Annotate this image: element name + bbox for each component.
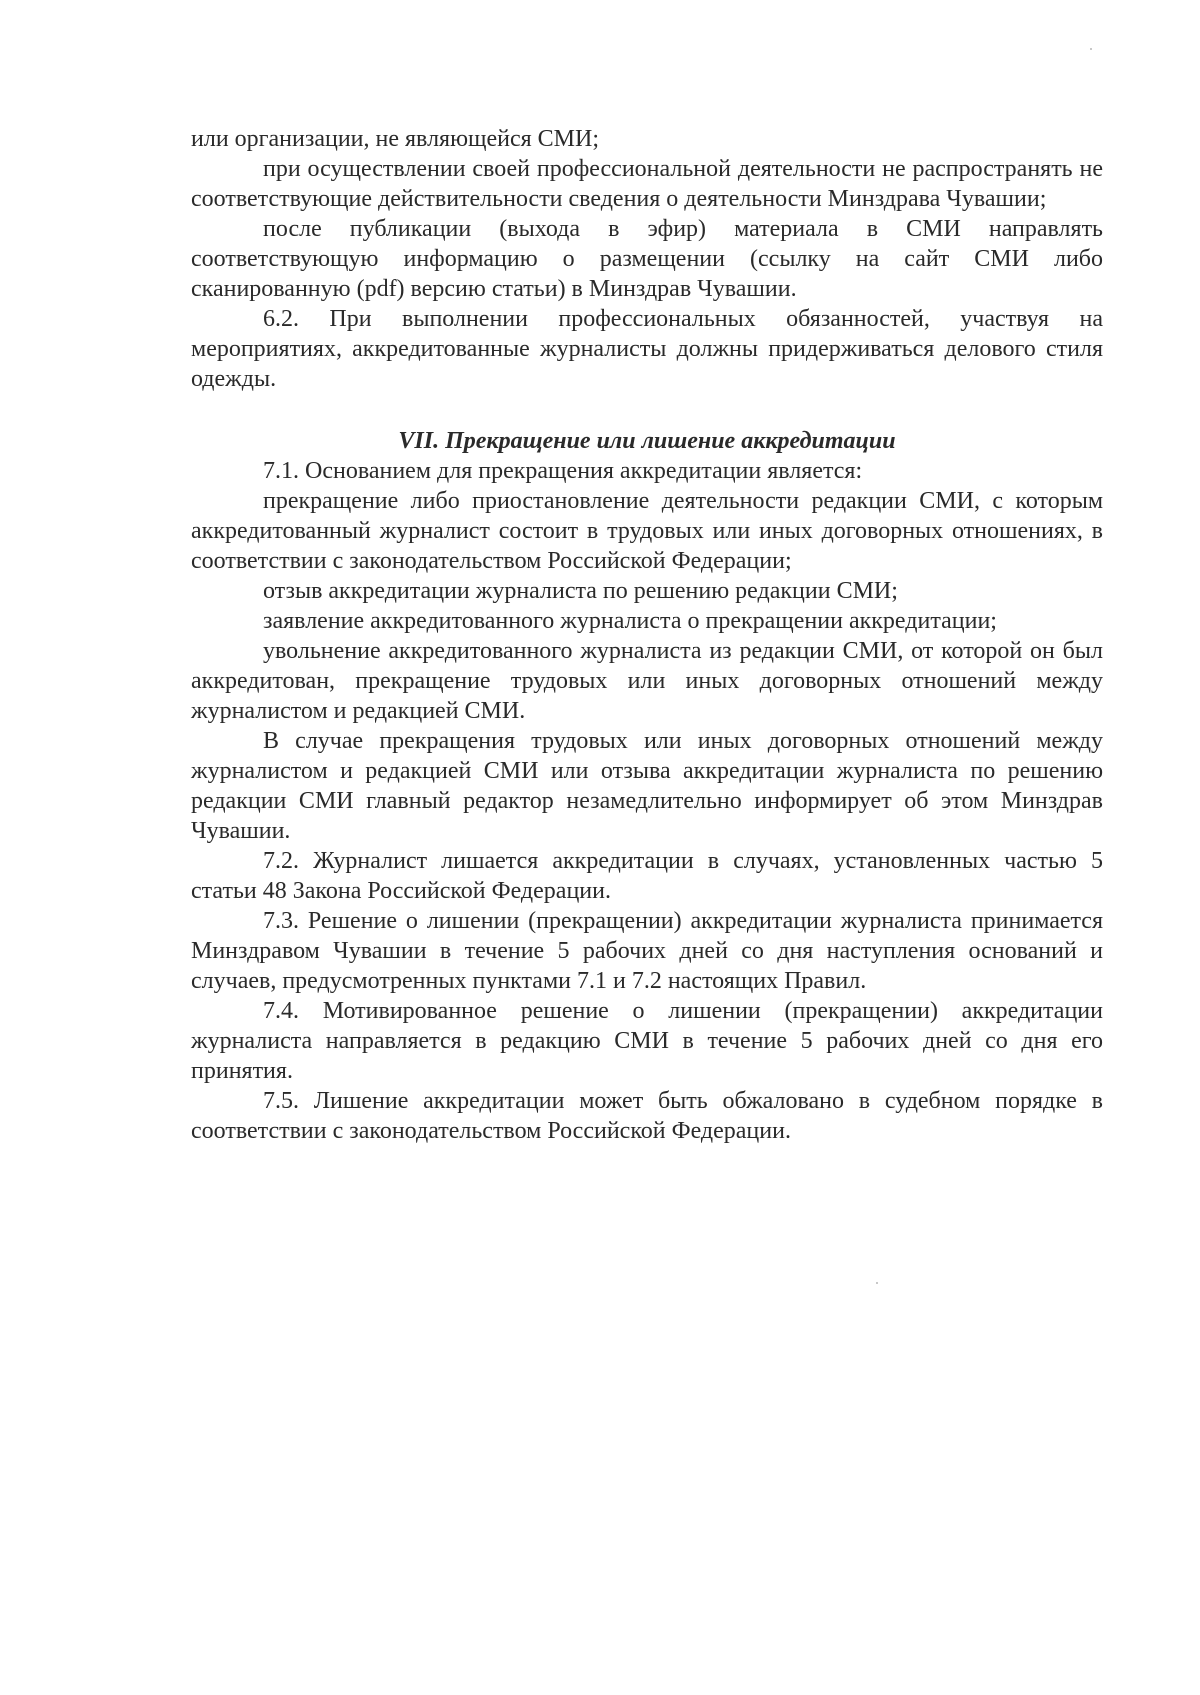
paragraph: 7.3. Решение о лишении (прекращении) аккредитации журналиста принимается Минздравом Чувашии в течение 5 рабочих дней со дня наступления оснований и случаев, предусмотренных пунктами 7.1 и 7.2 настоящих Правил. [191, 908, 1103, 994]
scan-speck [1090, 48, 1092, 50]
paragraph: заявление аккредитованного журналиста о прекращении аккредитации; [263, 608, 997, 634]
section-title: VII. Прекращение или лишение аккредитации [398, 428, 896, 454]
document-body [191, 124, 1103, 1146]
paragraph: 7.2. Журналист лишается аккредитации в случаях, установленных частью 5 статьи 48 Закона Российской Федерации. [191, 848, 1103, 904]
paragraph: 7.1. Основанием для прекращения аккредитации является: [263, 458, 863, 484]
scan-speck [876, 1282, 878, 1284]
paragraph: 6.2. При выполнении профессиональных обязанностей, участвуя на мероприятиях, аккредитованные журналисты должны придерживаться делового стиля одежды. [191, 306, 1103, 392]
paragraph: после публикации (выхода в эфир) материала в СМИ направлять соответствующую информацию о размещении (ссылку на сайт СМИ либо сканированную (pdf) версию статьи) в Минздрав Чувашии. [191, 216, 1103, 302]
paragraph: при осуществлении своей профессиональной деятельности не распространять не соответствующие действительности сведения о деятельности Минздрава Чувашии; [191, 156, 1103, 212]
paragraph: прекращение либо приостановление деятельности редакции СМИ, с которым аккредитованный журналист состоит в трудовых или иных договорных отношениях, в соответствии с законодательством Российской Федерации; [191, 488, 1103, 574]
paragraph: отзыв аккредитации журналиста по решению редакции СМИ; [263, 578, 898, 604]
paragraph: 7.5. Лишение аккредитации может быть обжаловано в судебном порядке в соответствии с законодательством Российской Федерации. [191, 1088, 1103, 1144]
paragraph: увольнение аккредитованного журналиста из редакции СМИ, от которой он был аккредитован, прекращение трудовых или иных договорных отношений между журналистом и редакцией СМИ. [191, 638, 1103, 724]
paragraph: или организации, не являющейся СМИ; [191, 126, 600, 152]
paragraph: В случае прекращения трудовых или иных договорных отношений между журналистом и редакцией СМИ или отзыва аккредитации журналиста по решению редакции СМИ главный редактор незамедлительно информирует об этом Минздрав Чувашии. [191, 728, 1103, 844]
paragraph: 7.4. Мотивированное решение о лишении (прекращении) аккредитации журналиста направляется в редакцию СМИ в течение 5 рабочих дней со дня его принятия. [191, 998, 1103, 1084]
